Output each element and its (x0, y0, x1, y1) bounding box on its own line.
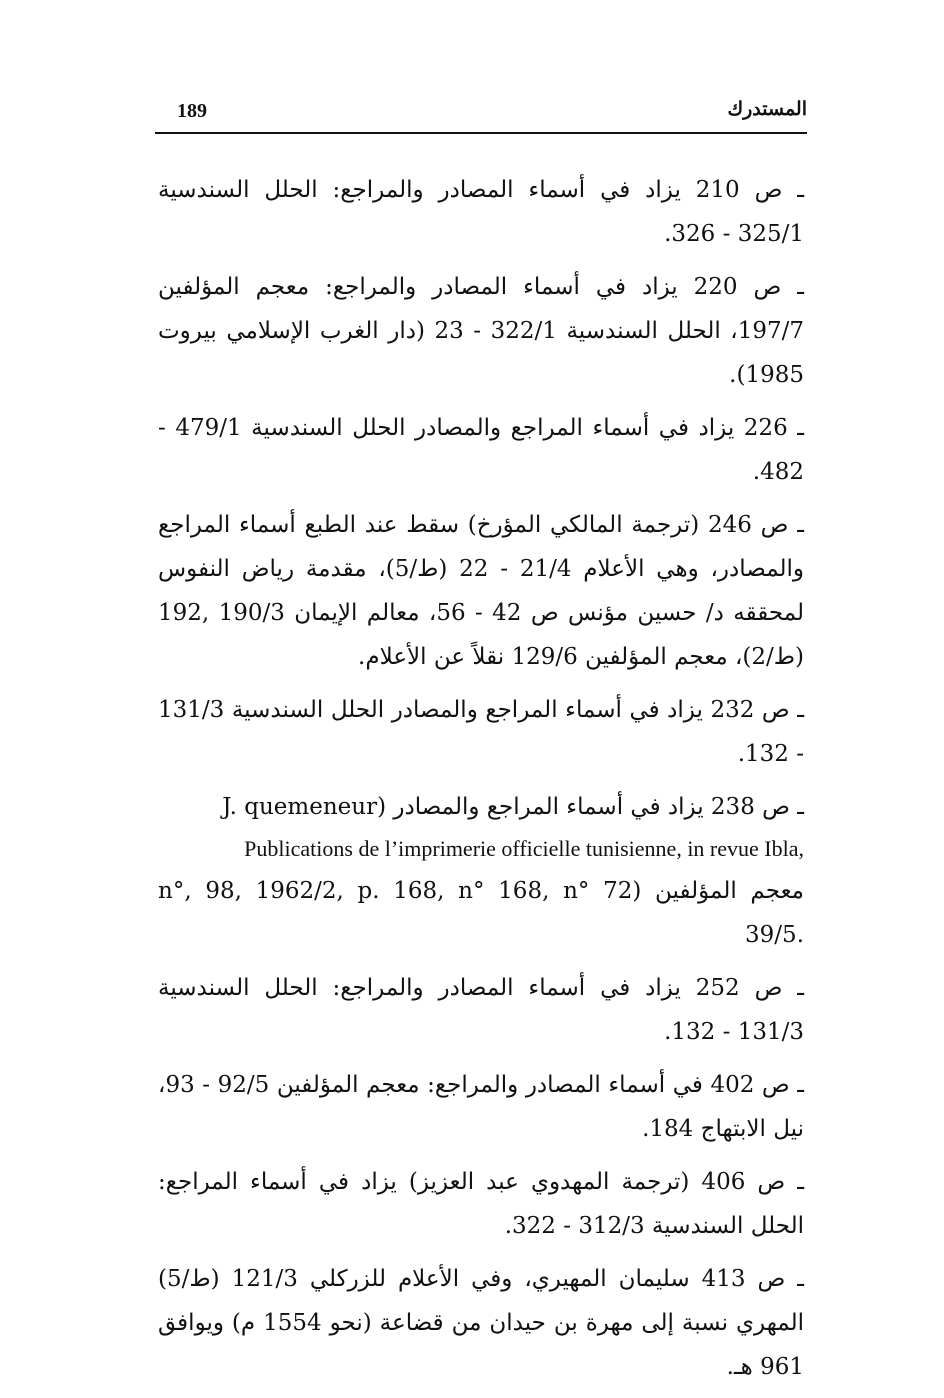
entry-p252: ـ ص 252 يزاد في أسماء المصادر والمراجع: الحلل السندسية 131/3 - 132. (158, 975, 805, 1045)
entry-p232: ـ ص 232 يزاد في أسماء المراجع والمصادر الحلل السندسية 131/3 - 132. (158, 697, 805, 767)
entry-p406: ـ ص 406 (ترجمة المهدوي عبد العزيز) يزاد في أسماء المراجع: الحلل السندسية 312/3 - 322. (158, 1169, 804, 1239)
page-header (155, 98, 807, 134)
page-number: 189 (177, 100, 207, 122)
entry-p413: ـ ص 413 سليمان المهيري، وفي الأعلام للزركلي 121/3 (ط/5) المهري نسبة إلى مهرة بن حيدان من قضاعة (نحو 1554 م) ويوافق 961 هـ. (158, 1266, 804, 1380)
entry-p238-end: n°, 98, 1962/2, p. 168, n° 168, n° 72) معجم المؤلفين 39/5. (158, 878, 804, 948)
entry-p402: ـ ص 402 في أسماء المصادر والمراجع: معجم المؤلفين 92/5 - 93، نيل الابتهاج 184. (158, 1072, 804, 1142)
entry-p220: ـ ص 220 يزاد في أسماء المصادر والمراجع: معجم المؤلفين 197/7، الحلل السندسية 322/1 - 23 (دار الغرب الإسلامي بيروت 1985). (158, 274, 805, 388)
entry-p238: ـ ص 238 يزاد في أسماء المراجع والمصادر (J. quemeneur (222, 794, 804, 820)
running-title: المستدرك (727, 98, 807, 120)
entry-p210: ـ ص 210 يزاد في أسماء المصادر والمراجع: الحلل السندسية 325/1 - 326. (158, 177, 805, 247)
entry-p226: ـ 226 يزاد في أسماء المراجع والمصادر الحلل السندسية 479/1 - 482. (158, 415, 804, 485)
entry-p246: ـ ص 246 (ترجمة المالكي المؤرخ) سقط عند الطبع أسماء المراجع والمصادر، وهي الأعلام 21/4 - 22 (ط/5)، مقدمة رياض النفوس لمحققه د/ حسين مؤنس ص 42 - 56، معالم الإيمان 190/3 ,192 (ط/2)، معجم المؤلفين 129/6 نقلاً عن الأعلام. (158, 512, 805, 670)
page-body (158, 168, 804, 1398)
entry-p238-latin: Publications de l’imprimerie officielle tunisienne, in revue Ibla, (244, 836, 804, 861)
